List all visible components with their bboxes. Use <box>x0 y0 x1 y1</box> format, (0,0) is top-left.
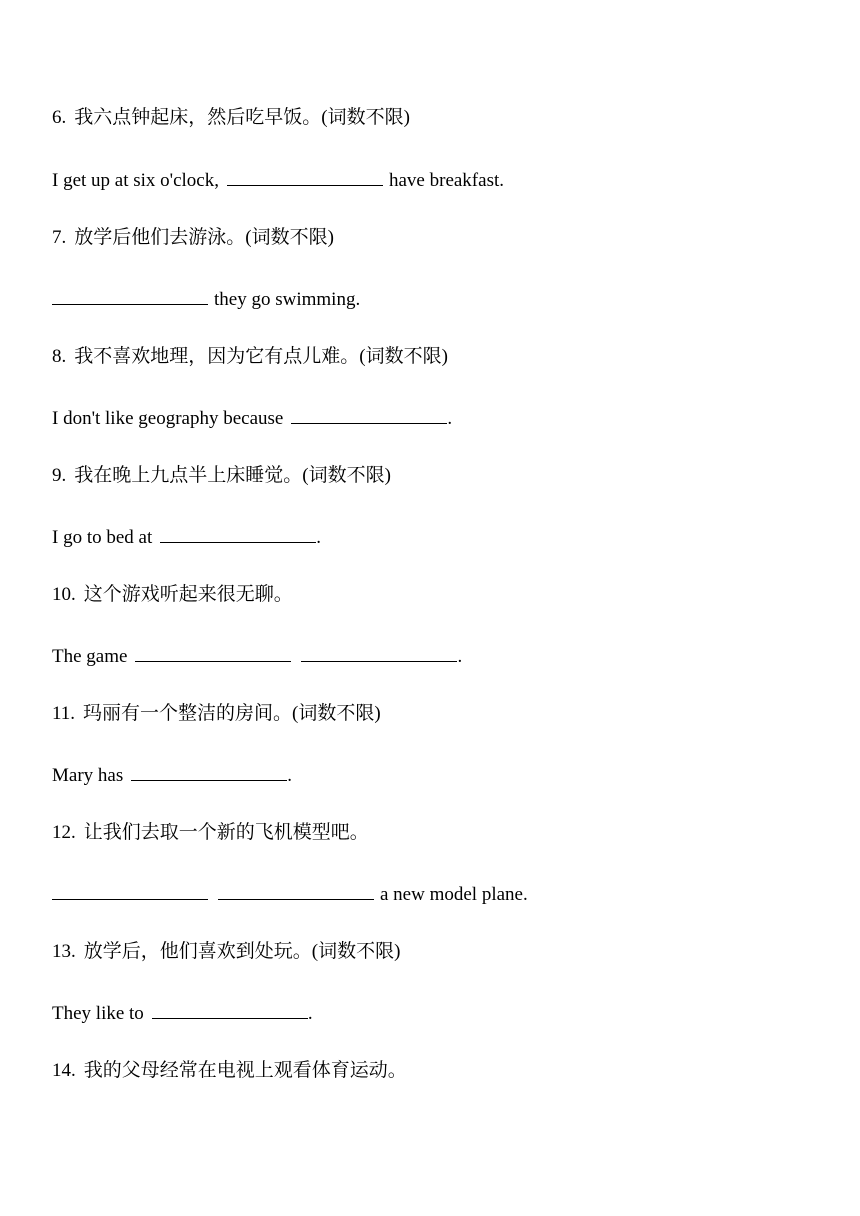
answer-text-after: have breakfast. <box>389 170 504 191</box>
question-number: 14. <box>52 1060 76 1081</box>
question-prompt: 玛丽有一个整洁的房间。(词数不限) <box>83 703 381 724</box>
answer-text-before: I go to bed at <box>52 527 153 548</box>
question-8-prompt <box>52 345 448 369</box>
question-number: 8. <box>52 346 67 367</box>
question-8-answer <box>52 405 452 429</box>
answer-text-before: Mary has <box>52 765 124 786</box>
question-number: 9. <box>52 465 67 486</box>
question-6-prompt <box>52 106 410 130</box>
answer-text-after: . <box>447 408 453 429</box>
question-13-prompt <box>52 940 400 964</box>
answer-text-before: They like to <box>52 1003 144 1024</box>
answer-text-before: The game <box>52 646 128 667</box>
question-number: 10. <box>52 584 76 605</box>
question-number: 13. <box>52 941 76 962</box>
question-7-answer <box>52 286 360 310</box>
question-10-prompt <box>52 583 293 607</box>
question-13-answer <box>52 1000 313 1024</box>
answer-blank[interactable] <box>291 405 447 424</box>
answer-blank[interactable] <box>152 1000 308 1019</box>
answer-blank[interactable] <box>160 524 316 543</box>
question-11-answer <box>52 762 292 786</box>
answer-text-after: a new model plane. <box>380 884 528 905</box>
question-12-prompt <box>52 821 369 845</box>
question-number: 12. <box>52 822 76 843</box>
question-prompt: 我六点钟起床，然后吃早饭。(词数不限) <box>74 107 410 128</box>
question-number: 6. <box>52 107 67 128</box>
answer-blank[interactable] <box>218 881 374 900</box>
answer-text-after: . <box>457 646 463 667</box>
question-9-prompt <box>52 464 391 488</box>
question-prompt: 我不喜欢地理，因为它有点儿难。(词数不限) <box>74 346 448 367</box>
question-number: 7. <box>52 227 67 248</box>
answer-blank[interactable] <box>131 762 287 781</box>
question-7-prompt <box>52 226 334 250</box>
question-prompt: 放学后他们去游泳。(词数不限) <box>74 227 334 248</box>
question-11-prompt <box>52 702 381 726</box>
question-14-prompt <box>52 1059 407 1083</box>
answer-text-after: . <box>316 527 322 548</box>
answer-text-before: I don't like geography because <box>52 408 284 429</box>
answer-blank[interactable] <box>52 286 208 305</box>
question-prompt: 我的父母经常在电视上观看体育运动。 <box>83 1060 407 1081</box>
question-prompt: 这个游戏听起来很无聊。 <box>83 584 293 605</box>
question-prompt: 我在晚上九点半上床睡觉。(词数不限) <box>74 465 391 486</box>
answer-blank[interactable] <box>52 881 208 900</box>
answer-blank[interactable] <box>135 643 291 662</box>
answer-text-before: I get up at six o'clock, <box>52 170 219 191</box>
answer-text-after: they go swimming. <box>214 289 361 310</box>
question-12-answer <box>52 881 528 905</box>
answer-blank[interactable] <box>227 167 383 186</box>
question-6-answer <box>52 167 504 191</box>
answer-blank[interactable] <box>301 643 457 662</box>
question-number: 11. <box>52 703 76 724</box>
question-9-answer <box>52 524 321 548</box>
question-prompt: 放学后，他们喜欢到处玩。(词数不限) <box>83 941 401 962</box>
answer-text-after: . <box>307 1003 313 1024</box>
question-prompt: 让我们去取一个新的飞机模型吧。 <box>83 822 369 843</box>
question-10-answer <box>52 643 462 667</box>
answer-text-after: . <box>287 765 292 786</box>
